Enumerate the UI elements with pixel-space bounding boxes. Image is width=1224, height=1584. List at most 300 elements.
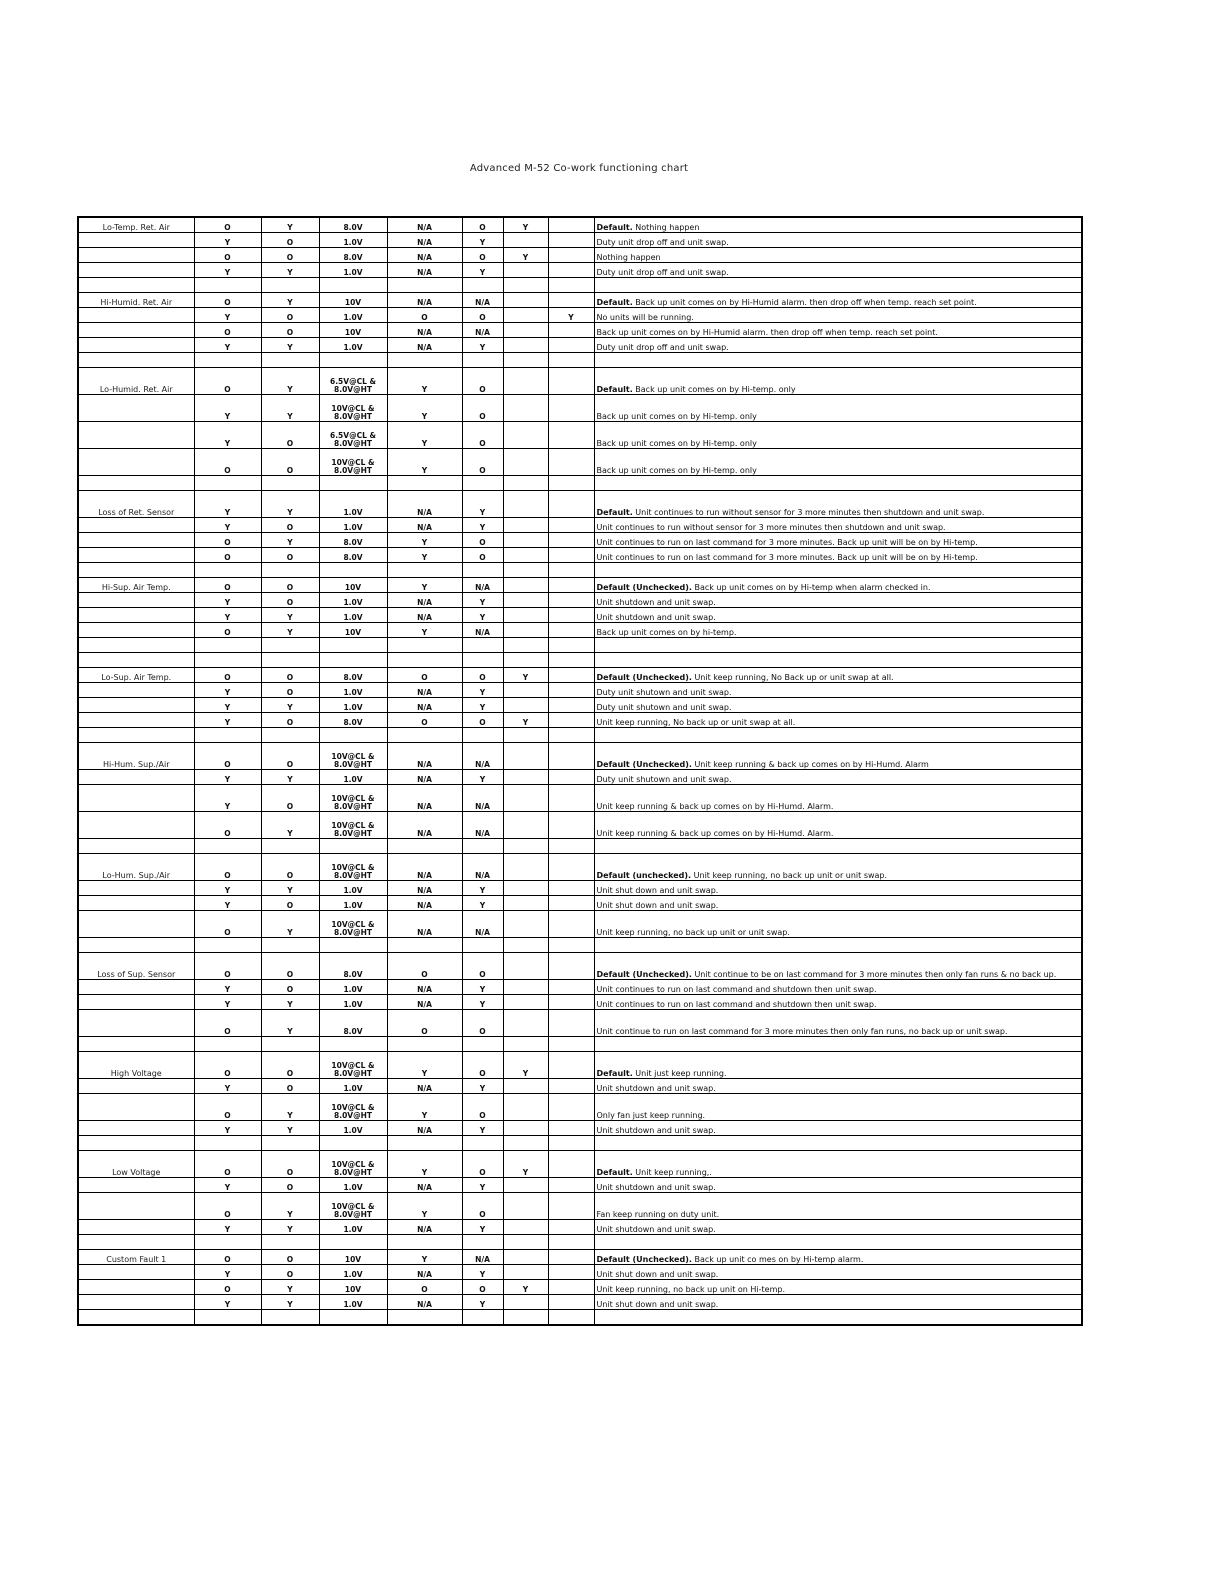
table-row [78, 770, 1082, 785]
voltage-cell: 1.0V [319, 491, 387, 518]
empty-cell [194, 476, 261, 491]
col-5-cell: N/A [387, 1121, 462, 1136]
voltage-cell: 10V@CL & 8.0V@HT [319, 911, 387, 938]
table-row [78, 812, 1082, 839]
col-5-cell: N/A [387, 233, 462, 248]
setting-a-cell: Y [194, 980, 261, 995]
col-7-cell [503, 683, 548, 698]
description-text: Unit keep running, no back up unit on Hi-temp. [596, 1285, 785, 1294]
empty-cell [78, 353, 194, 368]
description-cell [594, 770, 1082, 785]
setting-b-cell: Y [261, 995, 319, 1010]
condition-cell: High Voltage [78, 1052, 194, 1079]
voltage-cell: 1.0V [319, 593, 387, 608]
col-6-cell: Y [462, 1121, 503, 1136]
col-8-cell [548, 1094, 594, 1121]
col-8-cell [548, 854, 594, 881]
empty-cell [503, 653, 548, 668]
condition-cell: Hi-Humid. Ret. Air [78, 293, 194, 308]
col-7-cell [503, 1265, 548, 1280]
voltage-cell: 10V [319, 578, 387, 593]
empty-cell [594, 563, 1082, 578]
col-8-cell [548, 323, 594, 338]
spacer-row [78, 563, 1082, 578]
setting-b-cell: Y [261, 698, 319, 713]
col-7-cell [503, 338, 548, 353]
voltage-cell: 10V [319, 623, 387, 638]
voltage-cell: 10V@CL & 8.0V@HT [319, 1151, 387, 1178]
description-text: Duty unit shutown and unit swap. [596, 775, 732, 784]
description-cell [594, 995, 1082, 1010]
empty-cell [503, 353, 548, 368]
col-6-cell: Y [462, 608, 503, 623]
description-text: Back up unit comes on by Hi-temp when alarm checked in. [691, 583, 931, 592]
empty-cell [548, 1136, 594, 1151]
setting-a-cell: Y [194, 1178, 261, 1193]
description-cell [594, 422, 1082, 449]
condition-cell [78, 713, 194, 728]
setting-b-cell: Y [261, 217, 319, 233]
col-6-cell: Y [462, 491, 503, 518]
empty-cell [261, 278, 319, 293]
voltage-cell: 1.0V [319, 308, 387, 323]
description-text: Unit continues to run on last command and shutdown then unit swap. [596, 1000, 877, 1009]
empty-cell [548, 476, 594, 491]
empty-cell [548, 278, 594, 293]
empty-cell [387, 938, 462, 953]
col-8-cell [548, 533, 594, 548]
condition-cell [78, 1010, 194, 1037]
setting-b-cell: Y [261, 1094, 319, 1121]
col-5-cell: N/A [387, 217, 462, 233]
default-label: Default (Unchecked). [596, 673, 692, 682]
table-row [78, 911, 1082, 938]
empty-cell [319, 728, 387, 743]
description-cell [594, 1220, 1082, 1235]
col-5-cell: N/A [387, 896, 462, 911]
table-row [78, 368, 1082, 395]
empty-cell [78, 938, 194, 953]
spacer-row [78, 839, 1082, 854]
description-cell [594, 623, 1082, 638]
col-7-cell [503, 812, 548, 839]
col-7-cell [503, 698, 548, 713]
col-7-cell [503, 1079, 548, 1094]
spacer-row [78, 278, 1082, 293]
empty-cell [462, 638, 503, 653]
setting-a-cell: O [194, 743, 261, 770]
empty-cell [503, 638, 548, 653]
condition-cell [78, 1121, 194, 1136]
col-8-cell [548, 698, 594, 713]
description-text: Duty unit shutown and unit swap. [596, 703, 732, 712]
table-row [78, 980, 1082, 995]
col-8-cell [548, 593, 594, 608]
voltage-cell: 10V@CL & 8.0V@HT [319, 785, 387, 812]
setting-a-cell: Y [194, 491, 261, 518]
empty-cell [594, 476, 1082, 491]
condition-cell: Lo-Humid. Ret. Air [78, 368, 194, 395]
col-8-cell [548, 770, 594, 785]
empty-cell [548, 839, 594, 854]
empty-cell [319, 1235, 387, 1250]
description-text: Only fan just keep running. [596, 1111, 706, 1120]
description-text: Back up unit co mes on by Hi-temp alarm. [691, 1255, 864, 1264]
col-6-cell: Y [462, 896, 503, 911]
empty-cell [387, 476, 462, 491]
col-5-cell: Y [387, 1193, 462, 1220]
description-text: Unit continues to run without sensor for 3 more minutes then shutdown and unit swap. [596, 523, 946, 532]
voltage-cell: 1.0V [319, 980, 387, 995]
setting-a-cell: O [194, 1094, 261, 1121]
setting-a-cell: Y [194, 518, 261, 533]
setting-b-cell: Y [261, 623, 319, 638]
col-8-cell [548, 1280, 594, 1295]
description-text: Unit shutdown and unit swap. [596, 1126, 716, 1135]
col-6-cell: Y [462, 338, 503, 353]
empty-cell [462, 278, 503, 293]
empty-cell [194, 653, 261, 668]
setting-a-cell: O [194, 668, 261, 683]
condition-cell [78, 1079, 194, 1094]
setting-b-cell: O [261, 449, 319, 476]
table-row [78, 1052, 1082, 1079]
empty-cell [78, 653, 194, 668]
setting-b-cell: O [261, 308, 319, 323]
description-cell [594, 368, 1082, 395]
setting-a-cell: Y [194, 1079, 261, 1094]
setting-a-cell: Y [194, 995, 261, 1010]
col-8-cell [548, 953, 594, 980]
col-6-cell: O [462, 1094, 503, 1121]
voltage-cell: 1.0V [319, 233, 387, 248]
spacer-row [78, 1310, 1082, 1326]
empty-cell [387, 1037, 462, 1052]
description-text: Back up unit comes on by Hi-Humid alarm. then drop off when temp. reach set point. [632, 298, 977, 307]
voltage-cell: 1.0V [319, 995, 387, 1010]
description-text: Unit shut down and unit swap. [596, 886, 719, 895]
condition-cell: Loss of Ret. Sensor [78, 491, 194, 518]
setting-b-cell: O [261, 1151, 319, 1178]
spacer-row [78, 653, 1082, 668]
col-5-cell: N/A [387, 743, 462, 770]
col-7-cell [503, 743, 548, 770]
table-row [78, 293, 1082, 308]
col-5-cell: Y [387, 1094, 462, 1121]
empty-cell [462, 1235, 503, 1250]
col-7-cell [503, 533, 548, 548]
empty-cell [261, 1037, 319, 1052]
setting-b-cell: O [261, 422, 319, 449]
empty-cell [387, 653, 462, 668]
description-text: Unit continues to run on last command and shutdown then unit swap. [596, 985, 877, 994]
table-row [78, 608, 1082, 623]
col-5-cell: N/A [387, 770, 462, 785]
setting-b-cell: O [261, 953, 319, 980]
default-label: Default (Unchecked). [596, 583, 692, 592]
condition-cell [78, 233, 194, 248]
setting-a-cell: O [194, 217, 261, 233]
col-8-cell [548, 1250, 594, 1265]
voltage-cell: 8.0V [319, 217, 387, 233]
empty-cell [503, 278, 548, 293]
col-6-cell: O [462, 1052, 503, 1079]
spacer-row [78, 476, 1082, 491]
description-cell [594, 491, 1082, 518]
default-label: Default. [596, 508, 633, 517]
description-cell [594, 1250, 1082, 1265]
setting-a-cell: Y [194, 395, 261, 422]
table-row [78, 683, 1082, 698]
col-7-cell [503, 263, 548, 278]
col-5-cell: N/A [387, 248, 462, 263]
description-cell [594, 233, 1082, 248]
condition-cell [78, 1280, 194, 1295]
setting-a-cell: O [194, 623, 261, 638]
empty-cell [261, 1310, 319, 1326]
condition-cell [78, 812, 194, 839]
setting-b-cell: Y [261, 770, 319, 785]
voltage-cell: 10V@CL & 8.0V@HT [319, 854, 387, 881]
condition-cell: Lo-Hum. Sup./Air [78, 854, 194, 881]
description-cell [594, 1079, 1082, 1094]
col-7-cell [503, 449, 548, 476]
condition-cell [78, 1094, 194, 1121]
col-8-cell [548, 608, 594, 623]
condition-cell: Custom Fault 1 [78, 1250, 194, 1265]
table-row [78, 953, 1082, 980]
description-cell [594, 548, 1082, 563]
description-cell [594, 854, 1082, 881]
col-5-cell: O [387, 1280, 462, 1295]
col-7-cell [503, 593, 548, 608]
description-cell [594, 713, 1082, 728]
description-cell [594, 668, 1082, 683]
empty-cell [194, 1235, 261, 1250]
condition-cell: Loss of Sup. Sensor [78, 953, 194, 980]
spacer-row [78, 1136, 1082, 1151]
description-text: Unit keep running,. [632, 1168, 712, 1177]
col-8-cell [548, 713, 594, 728]
setting-a-cell: Y [194, 698, 261, 713]
table-row [78, 1079, 1082, 1094]
empty-cell [319, 839, 387, 854]
empty-cell [387, 728, 462, 743]
col-7-cell: Y [503, 248, 548, 263]
description-cell [594, 1052, 1082, 1079]
table-row [78, 1193, 1082, 1220]
col-8-cell: Y [548, 308, 594, 323]
col-8-cell [548, 881, 594, 896]
condition-cell [78, 608, 194, 623]
setting-a-cell: O [194, 1280, 261, 1295]
voltage-cell: 8.0V [319, 1010, 387, 1037]
setting-b-cell: O [261, 1250, 319, 1265]
description-cell [594, 263, 1082, 278]
condition-cell [78, 1220, 194, 1235]
description-text: Unit shutdown and unit swap. [596, 613, 716, 622]
empty-cell [387, 353, 462, 368]
col-6-cell: Y [462, 1178, 503, 1193]
voltage-cell: 10V@CL & 8.0V@HT [319, 743, 387, 770]
description-cell [594, 593, 1082, 608]
description-text: Duty unit drop off and unit swap. [596, 268, 729, 277]
col-8-cell [548, 368, 594, 395]
col-8-cell [548, 896, 594, 911]
col-5-cell: N/A [387, 1220, 462, 1235]
description-cell [594, 953, 1082, 980]
setting-b-cell: O [261, 518, 319, 533]
table-row [78, 308, 1082, 323]
voltage-cell: 1.0V [319, 1121, 387, 1136]
condition-cell: Lo-Sup. Air Temp. [78, 668, 194, 683]
setting-a-cell: O [194, 323, 261, 338]
empty-cell [261, 563, 319, 578]
col-8-cell [548, 1121, 594, 1136]
empty-cell [594, 653, 1082, 668]
description-text: Nothing happen [632, 223, 700, 232]
table-row [78, 1121, 1082, 1136]
setting-b-cell: Y [261, 911, 319, 938]
setting-a-cell: Y [194, 881, 261, 896]
col-6-cell: Y [462, 518, 503, 533]
col-8-cell [548, 743, 594, 770]
empty-cell [387, 563, 462, 578]
empty-cell [462, 839, 503, 854]
description-text: Unit keep running & back up comes on by Hi-Humd. Alarm. [596, 802, 834, 811]
default-label: Default. [596, 1069, 633, 1078]
voltage-cell: 10V@CL & 8.0V@HT [319, 449, 387, 476]
col-5-cell: N/A [387, 518, 462, 533]
col-7-cell [503, 854, 548, 881]
description-cell [594, 1295, 1082, 1310]
col-5-cell: N/A [387, 608, 462, 623]
empty-cell [261, 638, 319, 653]
voltage-cell: 8.0V [319, 548, 387, 563]
col-8-cell [548, 1193, 594, 1220]
description-text: Duty unit drop off and unit swap. [596, 343, 729, 352]
empty-cell [503, 1235, 548, 1250]
setting-a-cell: Y [194, 1265, 261, 1280]
col-7-cell: Y [503, 1052, 548, 1079]
description-cell [594, 217, 1082, 233]
condition-cell: Hi-Hum. Sup./Air [78, 743, 194, 770]
description-text: Unit keep running, no back up unit or unit swap. [691, 871, 888, 880]
empty-cell [78, 1037, 194, 1052]
description-text: Back up unit comes on by Hi-temp. only [632, 385, 796, 394]
voltage-cell: 1.0V [319, 1295, 387, 1310]
col-5-cell: Y [387, 1250, 462, 1265]
col-7-cell [503, 422, 548, 449]
setting-b-cell: Y [261, 368, 319, 395]
table-row [78, 698, 1082, 713]
col-8-cell [548, 518, 594, 533]
description-cell [594, 743, 1082, 770]
col-7-cell [503, 770, 548, 785]
setting-a-cell: O [194, 1193, 261, 1220]
empty-cell [194, 1136, 261, 1151]
col-7-cell [503, 323, 548, 338]
description-text: Unit keep running, No back up or unit swap at all. [596, 718, 796, 727]
table-row [78, 533, 1082, 548]
empty-cell [78, 839, 194, 854]
col-7-cell [503, 623, 548, 638]
setting-a-cell: O [194, 953, 261, 980]
table-row [78, 854, 1082, 881]
setting-a-cell: O [194, 812, 261, 839]
empty-cell [261, 1235, 319, 1250]
voltage-cell: 10V [319, 323, 387, 338]
table-row [78, 233, 1082, 248]
empty-cell [194, 353, 261, 368]
table-row [78, 623, 1082, 638]
col-6-cell: N/A [462, 743, 503, 770]
col-8-cell [548, 449, 594, 476]
table-row [78, 1265, 1082, 1280]
table-row [78, 1010, 1082, 1037]
setting-a-cell: O [194, 578, 261, 593]
setting-a-cell: Y [194, 785, 261, 812]
empty-cell [548, 728, 594, 743]
setting-a-cell: Y [194, 683, 261, 698]
col-8-cell [548, 491, 594, 518]
description-cell [594, 1094, 1082, 1121]
empty-cell [594, 353, 1082, 368]
voltage-cell: 1.0V [319, 1079, 387, 1094]
condition-cell [78, 533, 194, 548]
col-5-cell: O [387, 1010, 462, 1037]
empty-cell [387, 278, 462, 293]
empty-cell [548, 563, 594, 578]
col-6-cell: Y [462, 263, 503, 278]
setting-b-cell: Y [261, 1121, 319, 1136]
col-7-cell [503, 980, 548, 995]
col-8-cell [548, 995, 594, 1010]
col-6-cell: O [462, 1193, 503, 1220]
col-5-cell: Y [387, 395, 462, 422]
empty-cell [503, 476, 548, 491]
col-5-cell: Y [387, 422, 462, 449]
default-label: Default (Unchecked). [596, 970, 692, 979]
description-cell [594, 578, 1082, 593]
col-7-cell [503, 1178, 548, 1193]
col-5-cell: N/A [387, 812, 462, 839]
col-7-cell [503, 785, 548, 812]
col-5-cell: Y [387, 533, 462, 548]
col-8-cell [548, 263, 594, 278]
setting-b-cell: Y [261, 1220, 319, 1235]
table-row [78, 881, 1082, 896]
default-label: Default (unchecked). [596, 871, 692, 880]
setting-a-cell: Y [194, 263, 261, 278]
description-cell [594, 308, 1082, 323]
empty-cell [387, 839, 462, 854]
empty-cell [462, 476, 503, 491]
setting-b-cell: Y [261, 533, 319, 548]
condition-cell [78, 308, 194, 323]
condition-cell [78, 248, 194, 263]
empty-cell [194, 1310, 261, 1326]
col-7-cell [503, 395, 548, 422]
setting-a-cell: O [194, 533, 261, 548]
col-6-cell: O [462, 395, 503, 422]
empty-cell [548, 638, 594, 653]
col-7-cell [503, 608, 548, 623]
empty-cell [594, 638, 1082, 653]
table-row [78, 578, 1082, 593]
description-cell [594, 248, 1082, 263]
col-6-cell: O [462, 368, 503, 395]
